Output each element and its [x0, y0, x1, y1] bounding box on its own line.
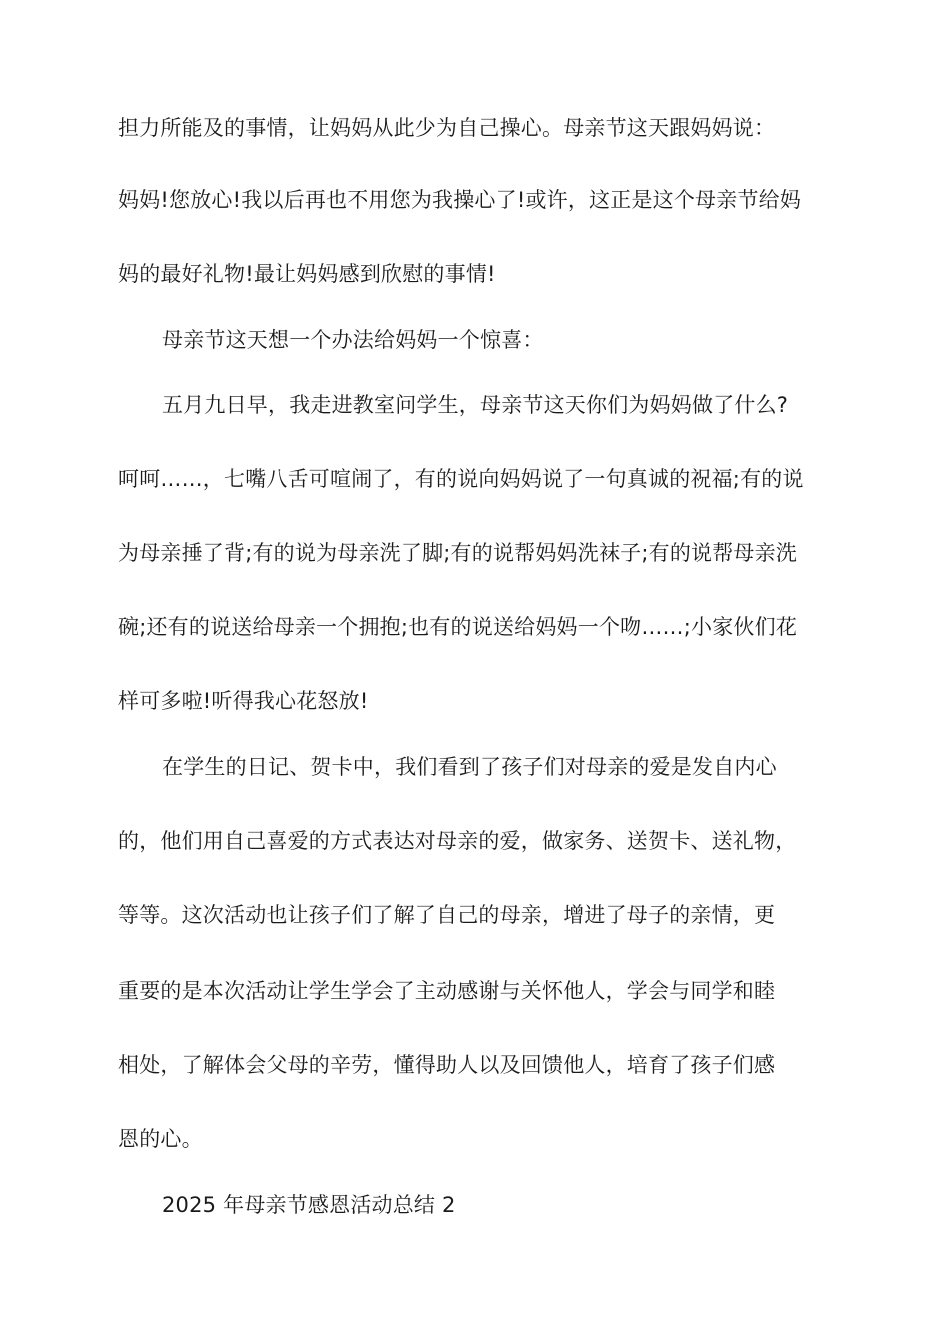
- text-line: 恩的心。: [118, 1127, 203, 1151]
- paragraph-start: 五月九日早，我走进教室问学生，母亲节这天你们为妈妈做了什么?: [162, 393, 789, 417]
- text-line: 相处，了解体会父母的辛劳，懂得助人以及回馈他人，培育了孩子们感: [118, 1053, 776, 1077]
- paragraph-start: 母亲节这天想一个办法给妈妈一个惊喜：: [162, 328, 544, 352]
- text-line: 担力所能及的事情，让妈妈从此少为自己操心。母亲节这天跟妈妈说：: [118, 116, 776, 140]
- text-line: 呵呵……，七嘴八舌可喧闹了，有的说向妈妈说了一句真诚的祝福;有的说: [118, 467, 804, 491]
- text-line: 等等。这次活动也让孩子们了解了自己的母亲，增进了母子的亲情，更: [118, 903, 776, 927]
- paragraph-start: 在学生的日记、贺卡中，我们看到了孩子们对母亲的爱是发自内心: [162, 755, 777, 779]
- text-line: 重要的是本次活动让学生学会了主动感谢与关怀他人，学会与同学和睦: [118, 979, 776, 1003]
- text-line: 的，他们用自己喜爱的方式表达对母亲的爱，做家务、送贺卡、送礼物，: [118, 829, 797, 853]
- section-heading: 2025 年母亲节感恩活动总结 2: [162, 1193, 456, 1217]
- text-line: 妈妈!您放心!我以后再也不用您为我操心了!或许，这正是这个母亲节给妈: [118, 188, 802, 212]
- text-line: 为母亲捶了背;有的说为母亲洗了脚;有的说帮妈妈洗袜子;有的说帮母亲洗: [118, 541, 798, 565]
- text-line: 碗;还有的说送给母亲一个拥抱;也有的说送给妈妈一个吻……;小家伙们花: [118, 615, 798, 639]
- text-line: 样可多啦!听得我心花怒放!: [118, 689, 369, 713]
- text-line: 妈的最好礼物!最让妈妈感到欣慰的事情!: [118, 262, 496, 286]
